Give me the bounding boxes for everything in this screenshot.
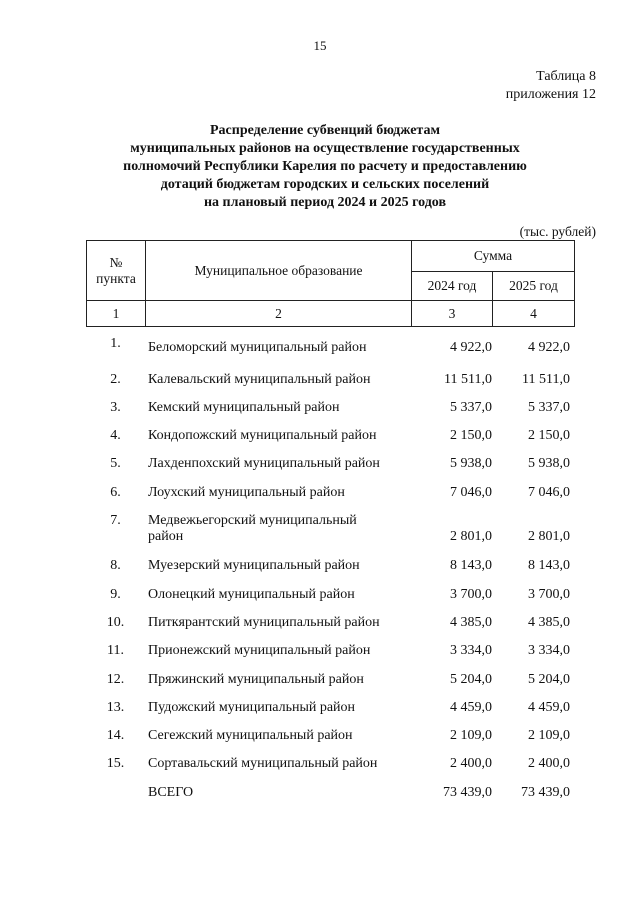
row-value-2025: 7 046,0 bbox=[528, 485, 570, 500]
row-municipality: Кемский муниципальный район bbox=[148, 400, 340, 415]
title-line: на плановый период 2024 и 2025 годов bbox=[203, 195, 447, 210]
row-value-2024: 2 400,0 bbox=[450, 756, 492, 771]
row-municipality: Прионежский муниципальный район bbox=[148, 643, 371, 658]
row-value-2024: 2 801,0 bbox=[450, 529, 492, 544]
row-municipality: Питкярантский муниципальный район bbox=[148, 615, 380, 630]
row-municipality-line: Медвежьегорский муниципальный bbox=[148, 513, 357, 528]
row-value-2025: 5 938,0 bbox=[528, 456, 570, 471]
header-municipality: Муниципальное образование bbox=[146, 241, 412, 301]
header-sum: Сумма bbox=[412, 241, 575, 272]
row-number: 8. bbox=[110, 558, 121, 573]
row-number: 15. bbox=[106, 756, 125, 771]
row-number: 2. bbox=[110, 372, 121, 387]
row-municipality: Беломорский муниципальный район bbox=[148, 340, 367, 355]
total-value-2025: 73 439,0 bbox=[521, 785, 570, 800]
row-municipality: Сортавальский муниципальный район bbox=[148, 756, 378, 771]
row-number: 4. bbox=[110, 428, 121, 443]
row-value-2025: 11 511,0 bbox=[522, 372, 570, 387]
row-value-2025: 3 334,0 bbox=[528, 643, 570, 658]
row-value-2024: 5 938,0 bbox=[450, 456, 492, 471]
header-index-3: 3 bbox=[412, 301, 493, 327]
row-number: 5. bbox=[110, 456, 121, 471]
row-number: 9. bbox=[110, 587, 121, 602]
row-value-2024: 3 334,0 bbox=[450, 643, 492, 658]
row-value-2024: 4 922,0 bbox=[450, 340, 492, 355]
page-number: 15 bbox=[313, 38, 327, 53]
row-number: 14. bbox=[106, 728, 125, 743]
header-index-2: 2 bbox=[146, 301, 412, 327]
row-number: 6. bbox=[110, 485, 121, 500]
row-number: 13. bbox=[106, 700, 125, 715]
row-value-2024: 5 337,0 bbox=[450, 400, 492, 415]
row-number: 10. bbox=[106, 615, 125, 630]
row-municipality: Лоухский муниципальный район bbox=[148, 485, 345, 500]
row-value-2024: 5 204,0 bbox=[450, 672, 492, 687]
row-municipality: Муезерский муниципальный район bbox=[148, 558, 360, 573]
row-municipality: Олонецкий муниципальный район bbox=[148, 587, 355, 602]
row-value-2025: 5 337,0 bbox=[528, 400, 570, 415]
row-number: 11. bbox=[107, 643, 124, 658]
row-value-2025: 8 143,0 bbox=[528, 558, 570, 573]
row-value-2025: 5 204,0 bbox=[528, 672, 570, 687]
row-number: 12. bbox=[106, 672, 125, 687]
total-value-2024: 73 439,0 bbox=[443, 785, 492, 800]
header-year-2025: 2025 год bbox=[493, 272, 575, 301]
row-value-2024: 2 109,0 bbox=[450, 728, 492, 743]
document-title bbox=[60, 122, 590, 212]
row-value-2025: 2 400,0 bbox=[528, 756, 570, 771]
row-value-2024: 4 385,0 bbox=[450, 615, 492, 630]
title-line: дотаций бюджетам городских и сельских поселений bbox=[160, 177, 490, 192]
row-value-2025: 4 459,0 bbox=[528, 700, 570, 715]
row-value-2024: 7 046,0 bbox=[450, 485, 492, 500]
header-number-label: пункта bbox=[96, 270, 136, 286]
table-reference bbox=[506, 68, 596, 104]
row-municipality: Пряжинский муниципальный район bbox=[148, 672, 364, 687]
row-value-2025: 4 922,0 bbox=[528, 340, 570, 355]
row-number: 7. bbox=[110, 513, 121, 528]
header-index-1: 1 bbox=[87, 301, 146, 327]
row-municipality: Лахденпохский муниципальный район bbox=[148, 456, 380, 471]
row-value-2024: 11 511,0 bbox=[444, 372, 492, 387]
appendix-number: приложения 12 bbox=[505, 87, 596, 102]
row-value-2024: 8 143,0 bbox=[450, 558, 492, 573]
row-value-2024: 4 459,0 bbox=[450, 700, 492, 715]
header-year-2024: 2024 год bbox=[412, 272, 493, 301]
title-line: полномочий Республики Карелия по расчету и предоставлению bbox=[123, 159, 527, 174]
row-value-2024: 3 700,0 bbox=[450, 587, 492, 602]
row-municipality: Пудожский муниципальный район bbox=[148, 700, 356, 715]
header-number bbox=[87, 241, 146, 301]
row-value-2025: 3 700,0 bbox=[528, 587, 570, 602]
total-label: ВСЕГО bbox=[148, 785, 194, 800]
title-line: Распределение субвенций бюджетам bbox=[210, 123, 440, 138]
row-value-2025: 4 385,0 bbox=[528, 615, 570, 630]
row-municipality-line: район bbox=[148, 529, 184, 544]
header-index-4: 4 bbox=[493, 301, 575, 327]
table-header bbox=[86, 240, 575, 327]
units-label: (тыс. рублей) bbox=[519, 224, 596, 239]
row-municipality bbox=[148, 513, 410, 545]
row-number: 3. bbox=[110, 400, 121, 415]
row-value-2024: 2 150,0 bbox=[450, 428, 492, 443]
row-number: 1. bbox=[110, 336, 121, 351]
row-value-2025: 2 150,0 bbox=[528, 428, 570, 443]
row-value-2025: 2 109,0 bbox=[528, 728, 570, 743]
row-value-2025: 2 801,0 bbox=[528, 529, 570, 544]
header-number-symbol: № bbox=[109, 254, 123, 270]
table-number: Таблица 8 bbox=[536, 69, 596, 84]
row-municipality: Кондопожский муниципальный район bbox=[148, 428, 377, 443]
row-municipality: Сегежский муниципальный район bbox=[148, 728, 353, 743]
title-line: муниципальных районов на осуществление государственных bbox=[130, 141, 520, 156]
row-municipality: Калевальский муниципальный район bbox=[148, 372, 371, 387]
